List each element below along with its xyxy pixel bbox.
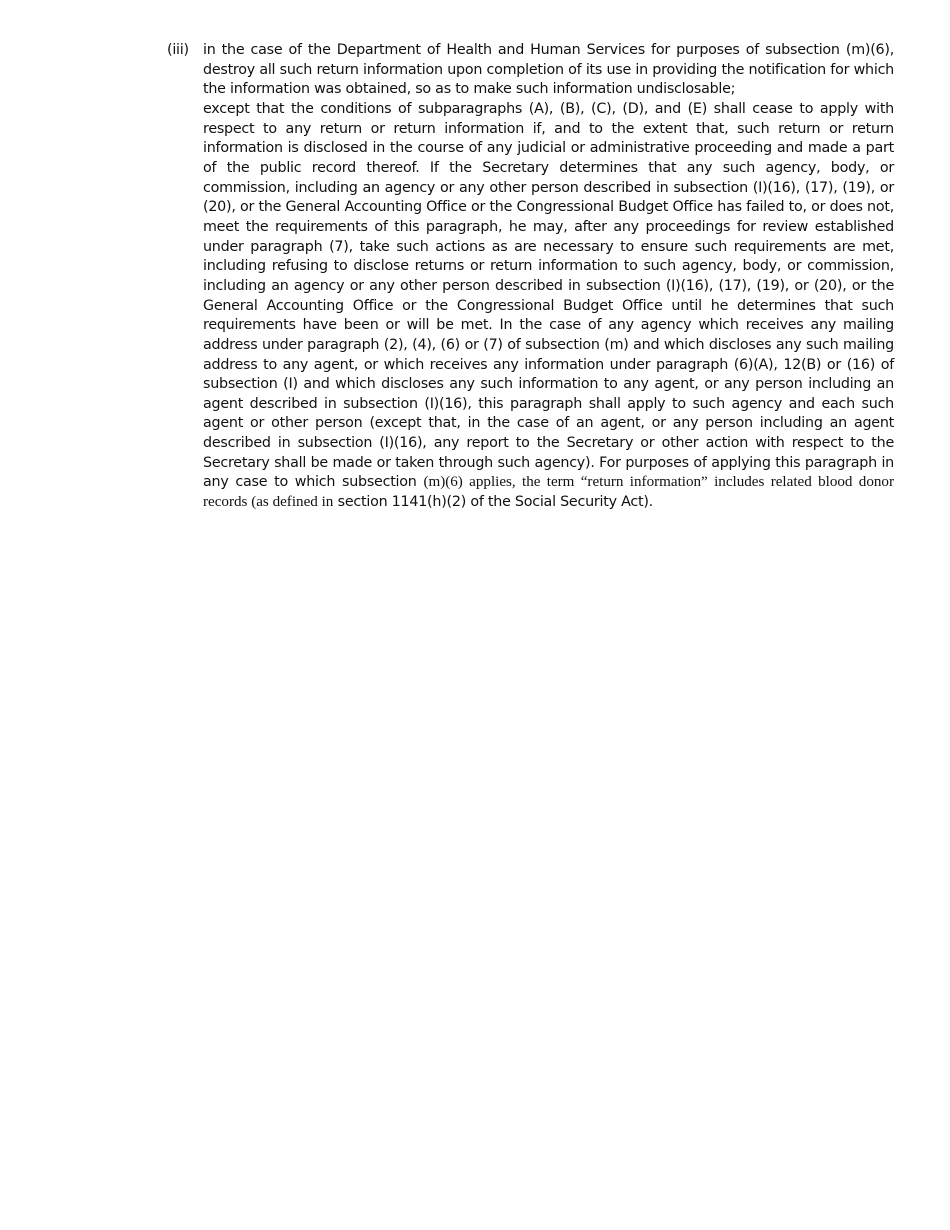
paragraph-conditions-and-secretary-actions <box>203 100 894 513</box>
blood-donor-records-text: (m)(6) applies, the term “return information” includes related blood donor records (as defined in <box>203 474 894 511</box>
social-security-act-reference: section 1141(h)(2) of the Social Security Act). <box>337 494 653 511</box>
conditions-text: except that the conditions of subparagraphs (A), (B), (C), (D), and (E) shall cease to apply with respect to any return or return information if, and to the extent that, such return or return information is disclosed in the course of any judicial or administrative proceeding and made a part of the public record thereof. If the Secretary determines that any such agency, body, or commission, including an agency or any other person described in subsection (I)(16), (17), (19), or (20), or the General Accounting Office or the Congressional Budget Office has failed to, or does not, meet the requirements of this paragraph, he may, after any proceedings for review established under paragraph (7), take such actions as are necessary to ensure such requirements are met, including refusing to disclose returns or return information to such agency, body, or commission, including an agency or any other person described in subsection (I)(16), (17), (19), or (20), or the General Accounting Office or the Congressional Budget Office until he determines that such requirements have been or will be met. In the case of any agency which receives any mailing address under paragraph (2), (4), (6) or (7) of subsection (m) and which discloses any such mailing address to any agent, or which receives any information under paragraph (6)(A), 12(B) or (16) of subsection (I) and which discloses any such information to any agent, or any person including an agent described in subsection (I)(16), this paragraph shall apply to such agency and each such agent or other person (except that, in the case of an agent, or any person including an agent described in subsection (I)(16), any report to the Secretary or other action with respect to the Secretary shall be made or taken through such agency). For purposes of applying this paragraph in any case to which subsection <box>203 100 894 491</box>
item-marker: (iii) <box>167 42 189 58</box>
subsection-iii <box>167 41 894 513</box>
item-body <box>203 41 894 513</box>
paragraph-notification-destruction: in the case of the Department of Health and Human Services for purposes of subsection (m)(6), destroy all such return information upon completion of its use in providing the notification for which the information was obtained, so as to make such information undisclosable; <box>203 42 894 98</box>
